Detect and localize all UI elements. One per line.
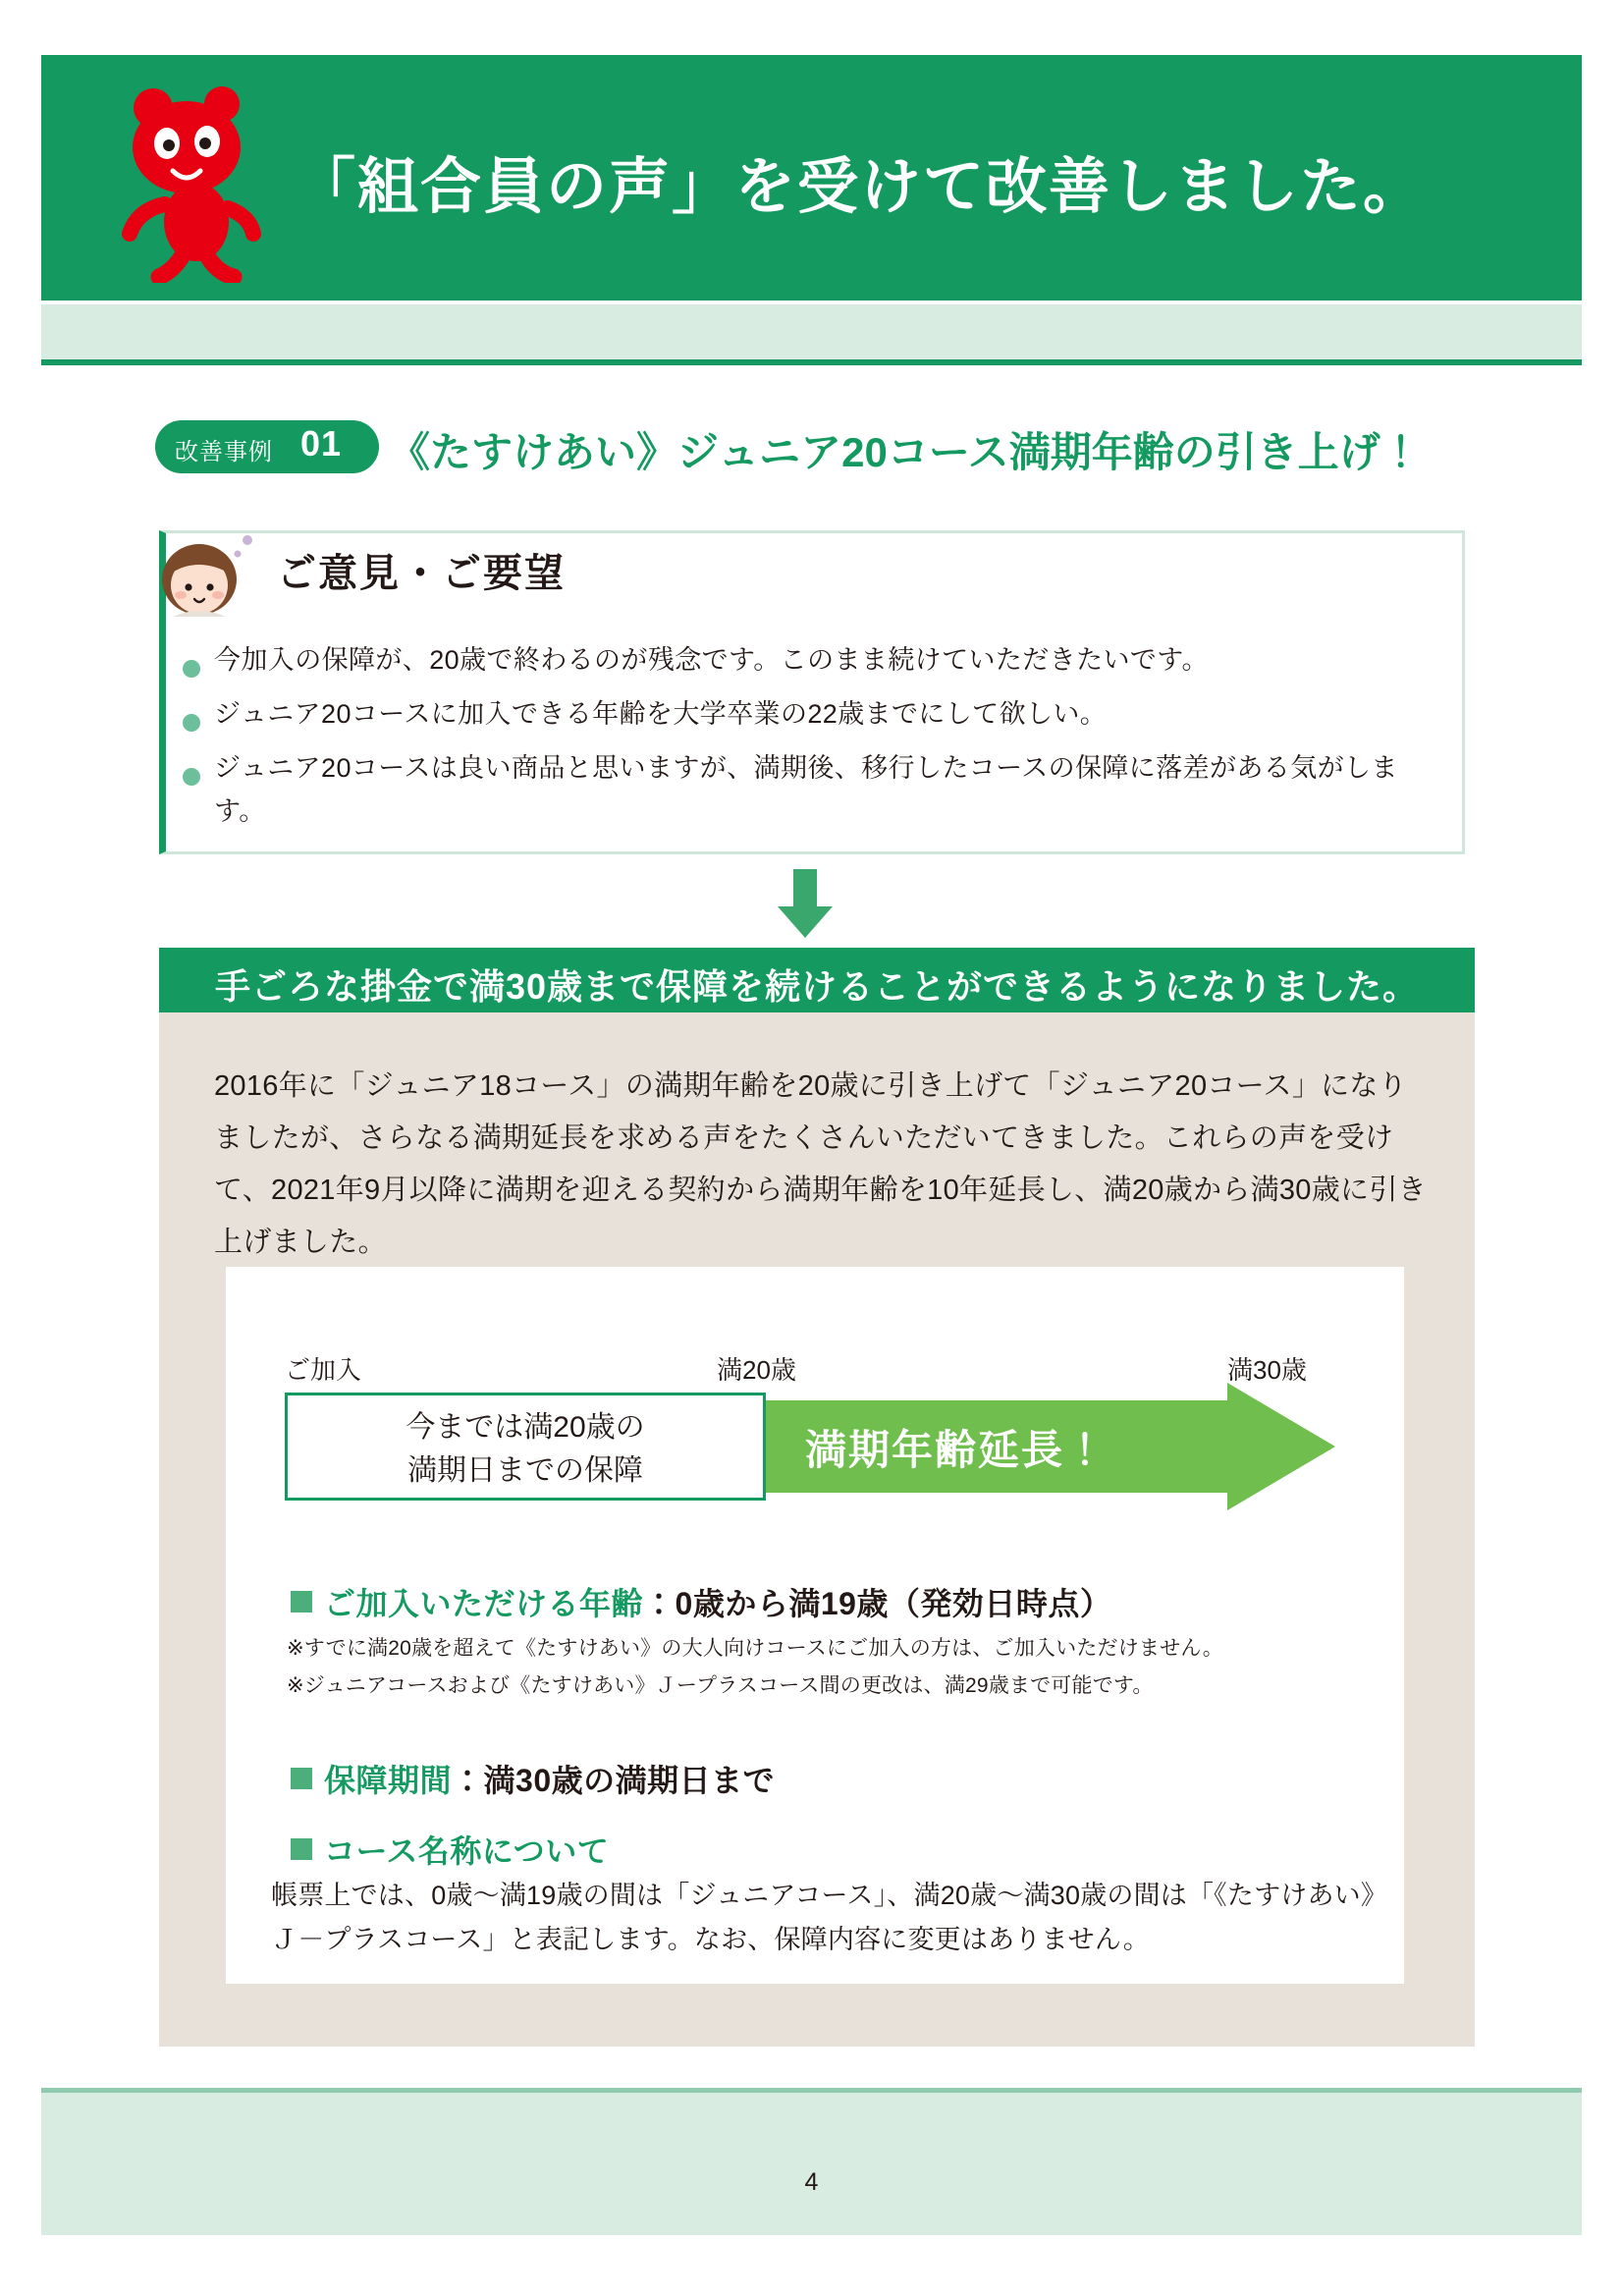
timeline-label-start: ご加入	[285, 1355, 362, 1385]
case-title: 《たすけあい》ジュニア20コース満期年齢の引き上げ！	[389, 429, 1422, 475]
section-1-heading	[324, 1579, 1111, 1624]
opinion-bullet-icon	[183, 714, 200, 732]
section-1-heading-rest: ：0歳から満19歳（発効日時点）	[643, 1586, 1112, 1621]
opinion-item-2: ジュニア20コースに加入できる年齢を大学卒業の22歳までにして欲しい。	[214, 699, 1108, 729]
timeline-box-line2: 満期日までの保障	[407, 1454, 643, 1487]
header-underband	[41, 304, 1582, 359]
opinion-bullet-icon	[183, 768, 200, 786]
section-2-heading	[324, 1756, 775, 1801]
opinion-heading: ご意見・ご要望	[277, 552, 566, 595]
section-1-note-2: ※ジュニアコースおよび《たすけあい》Ｊープラスコース間の更改は、満29歳まで可能です。	[287, 1674, 1154, 1697]
section-3-heading-green: コース名称について	[324, 1833, 610, 1869]
green-square-bullet-icon	[291, 1591, 312, 1613]
page-number: 4	[804, 2168, 819, 2196]
person-face-icon	[145, 530, 263, 619]
timeline-arrow-text: 満期年齢延長！	[805, 1427, 1109, 1473]
down-arrow-icon	[776, 869, 835, 938]
section-1-heading-green: ご加入いただける年齢	[324, 1586, 644, 1621]
opinion-bullet-icon	[183, 660, 200, 678]
opinion-item-1: 今加入の保障が、20歳で終わるのが残念です。このまま続けていただきたいです。	[214, 645, 1209, 675]
header-rule	[41, 359, 1582, 365]
section-2-heading-rest: ：満30歳の満期日まで	[452, 1763, 776, 1798]
green-square-bullet-icon	[291, 1838, 312, 1860]
red-mascot-character-icon	[106, 86, 293, 283]
timeline-label-mid: 満20歳	[717, 1355, 796, 1385]
section-1-note-1: ※すでに満20歳を超えて《たすけあい》の大人向けコースにご加入の方は、ご加入いただけません。	[287, 1637, 1223, 1660]
timeline-label-end: 満30歳	[1227, 1355, 1307, 1385]
section-3-heading	[324, 1827, 609, 1872]
case-pill-label: 改善事例	[175, 439, 273, 465]
footer-rule	[41, 2088, 1582, 2093]
timeline-box-line1: 今までは満20歳の	[406, 1411, 645, 1444]
result-paragraph: 2016年に「ジュニア18コース」の満期年齢を20歳に引き上げて「ジュニア20コース」になりましたが、さらなる満期延長を求める声をたくさんいただいてきました。これらの声を受けて、2021年9月以降に満期を迎える契約から満期年齢を10年延長し、満20歳から満30歳に引き上げました。	[214, 1070, 1427, 1258]
timeline-box-text	[295, 1406, 756, 1493]
section-3-body: 帳票上では、0歳～満19歳の間は「ジュニアコース」、満20歳～満30歳の間は「《たすけあい》Ｊ－プラスコース」と表記します。なお、保障内容に変更はありません。	[271, 1881, 1375, 1954]
green-square-bullet-icon	[291, 1768, 312, 1789]
footer-band	[41, 2088, 1582, 2235]
case-pill-number: 01	[300, 423, 343, 464]
result-bar-text: 手ごろな掛金で満30歳まで保障を続けることができるようになりました。	[214, 966, 1420, 1007]
section-2-heading-green: 保障期間	[324, 1763, 453, 1798]
page-title: 「組合員の声」を受けて改善しました。	[295, 153, 1427, 221]
opinion-item-3: ジュニア20コースは良い商品と思いますが、満期後、移行したコースの保障に落差がある気がします。	[214, 753, 1398, 826]
